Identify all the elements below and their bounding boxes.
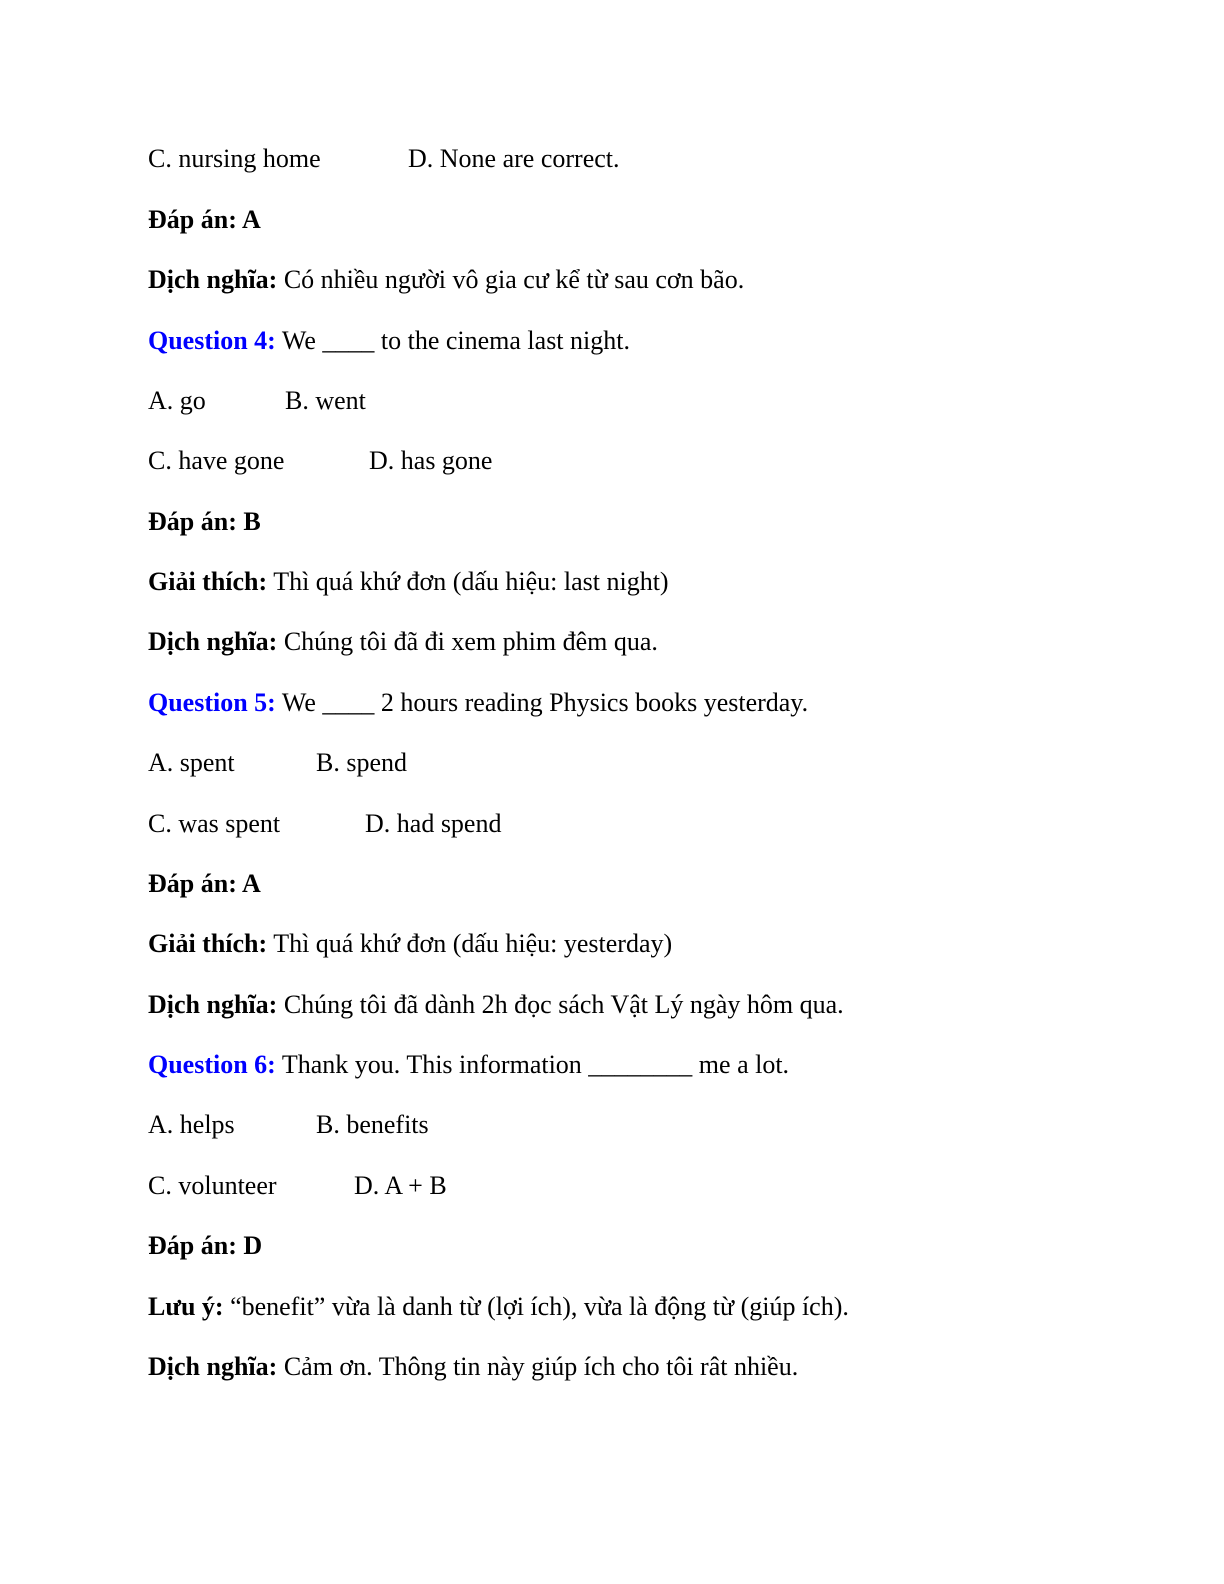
q3-option-d: D. None are correct. — [408, 144, 620, 173]
q4-explanation — [148, 566, 669, 598]
q6-question — [148, 1049, 789, 1081]
q4-translation — [148, 626, 658, 658]
translation-label: Dịch nghĩa: — [148, 990, 278, 1019]
answer-value: A — [241, 205, 261, 234]
question-text: We ____ to the cinema last night. — [281, 326, 630, 355]
q5-question — [148, 687, 808, 719]
question-label: Question 6: — [148, 1050, 276, 1079]
note-label: Lưu ý: — [148, 1292, 224, 1321]
q5-explanation — [148, 928, 672, 960]
translation-label: Dịch nghĩa: — [148, 627, 278, 656]
answer-label: Đáp án: — [148, 205, 237, 234]
question-label: Question 4: — [148, 326, 276, 355]
q5-option-a: A. spent — [148, 748, 235, 777]
answer-label: Đáp án: — [148, 507, 237, 536]
q4-option-c: C. have gone — [148, 446, 285, 475]
explanation-text: Thì quá khứ đơn (dấu hiệu: last night) — [273, 567, 669, 596]
question-text: Thank you. This information ________ me a lot. — [281, 1050, 790, 1079]
q4-option-b: B. went — [285, 386, 366, 415]
answer-label: Đáp án: — [148, 1231, 237, 1260]
translation-label: Dịch nghĩa: — [148, 265, 278, 294]
q6-note — [148, 1291, 849, 1323]
translation-text: Có nhiều người vô gia cư kể từ sau cơn bão. — [283, 265, 745, 294]
q4-option-d: D. has gone — [369, 446, 493, 475]
explanation-text: Thì quá khứ đơn (dấu hiệu: yesterday) — [273, 929, 673, 958]
translation-text: Cảm ơn. Thông tin này giúp ích cho tôi rât nhiều. — [283, 1352, 799, 1381]
q6-option-d: D. A + B — [354, 1171, 447, 1200]
q6-option-c: C. volunteer — [148, 1171, 277, 1200]
q5-option-d: D. had spend — [365, 809, 502, 838]
explanation-label: Giải thích: — [148, 929, 268, 958]
q6-option-a: A. helps — [148, 1110, 235, 1139]
q3-translation — [148, 264, 744, 296]
answer-value: A — [241, 869, 261, 898]
question-text: We ____ 2 hours reading Physics books yesterday. — [281, 688, 809, 717]
q4-option-a: A. go — [148, 386, 206, 415]
explanation-label: Giải thích: — [148, 567, 268, 596]
answer-value: B — [243, 507, 261, 536]
translation-label: Dịch nghĩa: — [148, 1352, 278, 1381]
answer-label: Đáp án: — [148, 869, 237, 898]
q5-translation — [148, 989, 844, 1021]
q3-option-c: C. nursing home — [148, 144, 321, 173]
q3-answer — [148, 204, 261, 236]
q4-answer — [148, 506, 261, 538]
q5-answer — [148, 868, 261, 900]
q6-answer — [148, 1230, 262, 1262]
q6-translation — [148, 1351, 798, 1383]
translation-text: Chúng tôi đã dành 2h đọc sách Vật Lý ngày hôm qua. — [283, 990, 844, 1019]
q5-option-b: B. spend — [316, 748, 407, 777]
q5-option-c: C. was spent — [148, 809, 281, 838]
question-label: Question 5: — [148, 688, 276, 717]
answer-value: D — [243, 1231, 263, 1260]
q6-option-b: B. benefits — [316, 1110, 429, 1139]
translation-text: Chúng tôi đã đi xem phim đêm qua. — [283, 627, 658, 656]
note-text: “benefit” vừa là danh từ (lợi ích), vừa là động từ (giúp ích). — [230, 1292, 849, 1321]
q4-question — [148, 325, 630, 357]
